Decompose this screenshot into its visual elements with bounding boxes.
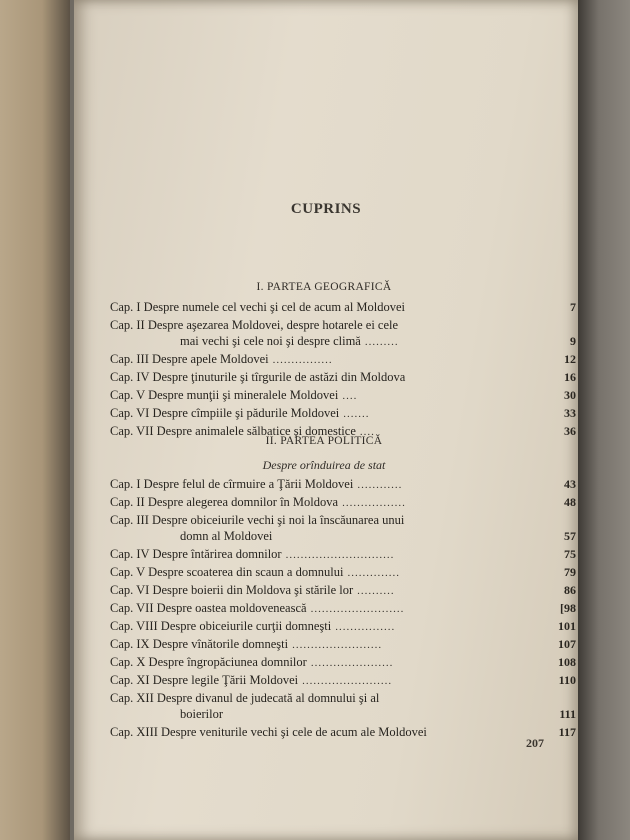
toc-entry-text: Cap. I Despre felul de cîrmuire a Ţării Moldovei [110,477,354,491]
toc-entry [110,724,580,740]
toc-entry-text: Cap. XIII Despre veniturile vechi şi cele de acum ale Moldovei [110,725,427,739]
toc-entry-text: Cap. XII Despre divanul de judecată al domnului şi al [110,691,380,705]
toc-entry-text: Cap. VIII Despre obiceiurile curţii domneşti [110,619,332,633]
toc-page-number: 110 [558,673,576,687]
toc-entry [110,672,580,688]
toc-line [110,690,580,706]
toc-line [110,672,580,688]
toc-entry [110,690,580,722]
toc-page-number: 12 [564,352,576,366]
toc-entry [110,546,580,562]
toc-line [110,512,580,528]
toc-line [110,600,580,616]
toc-page-number: 16 [564,370,576,384]
toc-entry [110,351,580,367]
toc-page-number: 43 [564,477,576,491]
toc-page-number: 57 [564,529,576,543]
toc-entry [110,564,580,580]
toc-page-number: 111 [559,707,576,721]
leader-dots: .......... [357,585,395,597]
toc-page-number: 101 [558,619,576,633]
leader-dots: .............. [347,567,401,579]
toc-entry-text: Cap. IV Despre întărirea domnilor [110,547,282,561]
toc-entry-text: Cap. IX Despre vînătorile domneşti [110,637,289,651]
toc-entry-text: Cap. XI Despre legile Ţării Moldovei [110,673,299,687]
toc-entry-text: boierilor [180,707,224,721]
book-page [74,0,578,840]
toc-entry-text: Cap. VI Despre boierii din Moldova şi stările lor [110,583,354,597]
toc-entry-text: Cap. III Despre apele Moldovei [110,352,269,366]
toc-line [110,351,580,367]
toc-page-number: 107 [558,637,576,651]
leader-dots: ............................. [285,549,395,561]
part-two-header: II. PARTEA POLITICĂ [265,435,383,447]
toc-page-number: 33 [564,406,576,420]
toc-line [110,405,580,421]
leader-dots: ................ [335,621,396,633]
toc-entry-text: Cap. IV Despre ţinuturile şi tîrgurile de astăzi din Moldova [110,370,406,384]
toc-page-number: 75 [564,547,576,561]
toc-entry-text: Cap. III Despre obiceiurile vechi şi noi la înscăunarea unui [110,513,405,527]
toc-page-number: [98 [560,601,576,615]
toc-entry-text: Cap. II Despre aşezarea Moldovei, despre hotarele ei cele [110,318,399,332]
toc-line [110,299,580,315]
toc-line [110,494,580,510]
toc-entry-text: Cap. VII Despre oastea moldovenească [110,601,307,615]
toc-entry [110,369,580,385]
toc-entry-text: Cap. II Despre alegerea domnilor în Moldova [110,495,339,509]
toc-line [110,706,580,722]
toc-page-number: 48 [564,495,576,509]
toc-line [110,654,580,670]
toc-entry-text: domn al Moldovei [180,529,273,543]
leader-dots: ....... [343,408,370,420]
page-number: 207 [526,736,544,750]
toc-entry-text: Cap. VI Despre cîmpiile şi pădurile Moldovei [110,406,340,420]
page-title: CUPRINS [290,201,362,217]
toc-line [110,636,580,652]
leader-dots: ................. [342,497,406,509]
part-one-header: I. PARTEA GEOGRAFICĂ [256,281,392,293]
toc-entry [110,600,580,616]
toc-page-number: 9 [570,334,576,348]
toc-entry-text: Cap. X Despre îngropăciunea domnilor [110,655,307,669]
toc-entry-text: Cap. I Despre numele cel vechi şi cel de acum al Moldovei [110,300,406,314]
toc-line [110,546,580,562]
toc-line [110,333,580,349]
toc-entry [110,317,580,349]
leader-dots: ......................... [310,603,405,615]
toc-page-number: 117 [558,725,576,739]
toc-page-number: 108 [558,655,576,669]
toc-entry [110,512,580,544]
leader-dots: ......... [364,336,399,348]
leader-dots: ........................ [292,639,383,651]
toc-page-number: 79 [564,565,576,579]
right-background [578,0,630,840]
toc-entry [110,582,580,598]
toc-line [110,387,580,403]
toc-entry [110,494,580,510]
leader-dots: .... [359,426,375,438]
toc-entry-text: Cap. V Despre scoaterea din scaun a domnului [110,565,344,579]
toc-entry [110,405,580,421]
part-two-subheader: Despre orînduirea de stat [262,458,386,472]
toc-page-number: 30 [564,388,576,402]
toc-entry [110,299,580,315]
toc-page-number: 36 [564,424,576,438]
leader-dots: ................ [272,354,333,366]
toc-page-number: 86 [564,583,576,597]
toc-line [110,564,580,580]
toc-entry [110,476,580,492]
toc-entry [110,618,580,634]
toc-entry-text: mai vechi şi cele noi şi despre climă [180,334,361,348]
leader-dots: .... [342,390,358,402]
toc-line [110,317,580,333]
toc-entry [110,636,580,652]
toc-entry-text: Cap. VII Despre animalele sălbatice şi domestice [110,424,356,438]
toc-page-number: 7 [570,300,576,314]
toc-entry [110,654,580,670]
left-background [0,0,70,840]
leader-dots: ........................ [302,675,393,687]
leader-dots: ...................... [310,657,394,669]
toc-entry [110,387,580,403]
toc-line [110,582,580,598]
toc-line [110,618,580,634]
toc-line [110,528,580,544]
toc-line [110,724,580,740]
toc-line [110,476,580,492]
toc-line [110,369,580,385]
toc-entry-text: Cap. V Despre munţii şi mineralele Moldovei [110,388,339,402]
leader-dots: ............ [357,479,403,491]
